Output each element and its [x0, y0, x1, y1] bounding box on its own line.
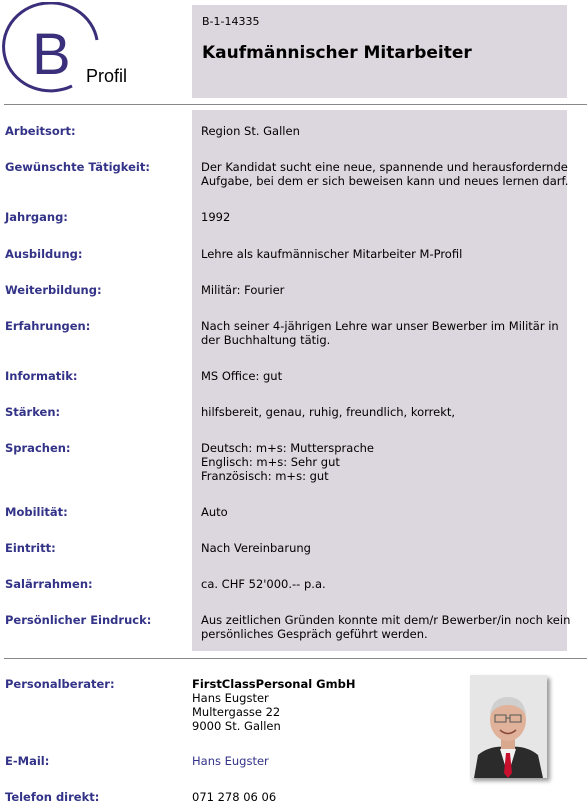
phone-number: 071 278 06 06 — [192, 790, 277, 804]
value-taetigkeit-line: Der Kandidat sucht eine neue, spannende und herausfordernde — [201, 160, 568, 174]
label-ausbildung: Ausbildung: — [5, 247, 83, 261]
label-staerken: Stärken: — [5, 405, 61, 419]
value-arbeitsort: Region St. Gallen — [201, 124, 300, 138]
label-jahrgang: Jahrgang: — [5, 210, 68, 224]
label-mobilitaet: Mobilität: — [5, 505, 68, 519]
contact-city: 9000 St. Gallen — [192, 719, 281, 733]
contact-address — [192, 677, 355, 733]
label-personalberater: Personalberater: — [5, 677, 115, 691]
portrait-image — [470, 675, 547, 778]
label-taetigkeit: Gewünschte Tätigkeit: — [5, 160, 150, 174]
divider-top — [4, 104, 587, 105]
label-informatik: Informatik: — [5, 369, 78, 383]
value-sprachen — [201, 441, 374, 483]
value-erfahrungen-line: der Buchhaltung tätig. — [201, 333, 331, 347]
value-jahrgang: 1992 — [201, 210, 231, 224]
value-sprachen-line: Deutsch: m+s: Muttersprache — [201, 441, 375, 455]
value-sprachen-line: Englisch: m+s: Sehr gut — [201, 455, 340, 469]
value-eindruck — [201, 613, 570, 641]
value-sprachen-line: Französisch: m+s: gut — [201, 469, 329, 483]
value-mobilitaet: Auto — [201, 505, 228, 519]
value-erfahrungen-line: Nach seiner 4-jährigen Lehre war unser Bewerber im Militär in — [201, 319, 559, 333]
page-title: Kaufmännischer Mitarbeiter — [202, 43, 472, 63]
value-erfahrungen — [201, 319, 559, 347]
value-staerken: hilfsbereit, genau, ruhig, freundlich, korrekt, — [201, 405, 456, 419]
value-informatik: MS Office: gut — [201, 369, 283, 383]
label-eintritt: Eintritt: — [5, 541, 56, 555]
company-name: FirstClassPersonal GmbH — [192, 677, 356, 691]
divider-bottom — [4, 658, 587, 659]
value-ausbildung: Lehre als kaufmännischer Mitarbeiter M-Profil — [201, 247, 463, 261]
consultant-photo — [470, 675, 547, 778]
reference-number: B-1-14335 — [202, 15, 260, 28]
label-weiterbildung: Weiterbildung: — [5, 283, 102, 297]
label-eindruck: Persönlicher Eindruck: — [5, 613, 152, 627]
contact-name: Hans Eugster — [192, 691, 269, 705]
value-taetigkeit-line: Aufgabe, bei dem er sich beweisen kann und neues lernen darf. — [201, 174, 569, 188]
company-logo — [2, 2, 132, 94]
contact-street: Multergasse 22 — [192, 705, 281, 719]
label-sprachen: Sprachen: — [5, 441, 71, 455]
value-salaer: ca. CHF 52'000.-- p.a. — [201, 577, 326, 591]
logo-letter: B — [32, 22, 71, 87]
logo-text: Profil — [86, 66, 128, 86]
label-erfahrungen: Erfahrungen: — [5, 319, 91, 333]
value-eindruck-line: persönliches Gespräch geführt werden. — [201, 627, 428, 641]
header-panel — [192, 5, 567, 98]
value-taetigkeit — [201, 160, 568, 188]
value-weiterbildung: Militär: Fourier — [201, 283, 285, 297]
email-link[interactable]: Hans Eugster — [192, 754, 269, 768]
label-salaer: Salärrahmen: — [5, 577, 93, 591]
value-eindruck-line: Aus zeitlichen Gründen konnte mit dem/r Bewerber/in noch kein — [201, 613, 571, 627]
value-eintritt: Nach Vereinbarung — [201, 541, 311, 555]
label-telefon: Telefon direkt: — [5, 790, 100, 804]
label-arbeitsort: Arbeitsort: — [5, 124, 76, 138]
label-email: E-Mail: — [5, 754, 50, 768]
